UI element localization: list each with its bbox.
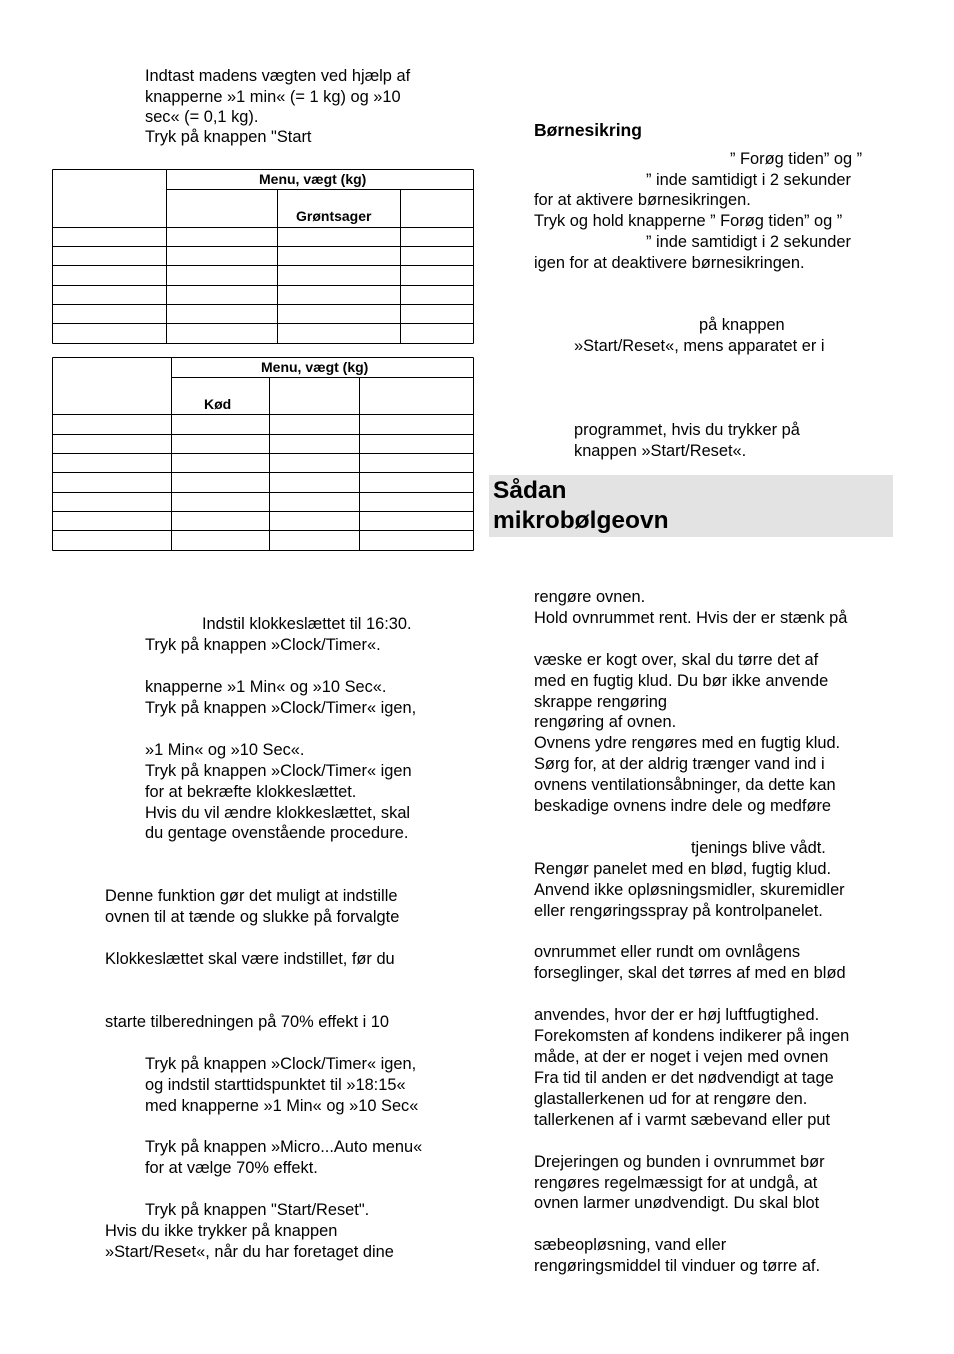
cleaning-line: skrappe rengøring — [534, 693, 668, 711]
cleaning-line: rengøringsmiddel til vinduer og tørre af. — [534, 1257, 821, 1275]
cleaning-line: måde, at der er noget i vejen med ovnen — [534, 1048, 829, 1066]
clock-line: Hvis du vil ændre klokkeslættet, skal — [145, 804, 411, 822]
child-lock-heading: Børnesikring — [534, 120, 642, 140]
child-lock-line: for at aktivere børnesikringen. — [534, 191, 751, 209]
cleaning-line: rengøres regelmæssigt for at undgå, at — [534, 1174, 818, 1192]
clock-line: Tryk på knappen »Clock/Timer« igen, — [145, 699, 417, 717]
table-meat-header: Menu, vægt (kg) — [261, 359, 369, 375]
cleaning-line: rengøre ovnen. — [534, 588, 646, 606]
child-lock-line: ” inde samtidigt i 2 sekunder — [646, 171, 851, 189]
cleaning-line: ovnrummet eller rundt om ovnlågens — [534, 943, 801, 961]
section-title-line: mikrobølgeovn — [493, 507, 669, 534]
table-vegetables-header: Menu, vægt (kg) — [259, 171, 367, 187]
child-lock-line: ” Forøg tiden” og ” — [730, 150, 863, 168]
stop-line: programmet, hvis du trykker på — [574, 421, 800, 439]
child-lock-line: Tryk og hold knapperne ” Forøg tiden” og ” — [534, 212, 843, 230]
cleaning-line: glastallerkenen ud for at rengøre den. — [534, 1090, 808, 1108]
step-line: og indstil starttidspunktet til »18:15« — [145, 1076, 406, 1094]
step-line: Tryk på knappen "Start/Reset". — [145, 1201, 370, 1219]
intro-line: knapperne »1 min« (= 1 kg) og »10 — [145, 88, 401, 106]
step-line: med knapperne »1 Min« og »10 Sec« — [145, 1097, 419, 1115]
cleaning-line: sæbeopløsning, vand eller — [534, 1236, 727, 1254]
step-line: »Start/Reset«, når du har foretaget dine — [105, 1243, 394, 1261]
cleaning-line: rengøring af ovnen. — [534, 713, 677, 731]
cleaning-line: væske er kogt over, skal du tørre det af — [534, 651, 819, 669]
step-line: Tryk på knappen »Micro...Auto menu« — [145, 1138, 423, 1156]
stop-line: på knappen — [699, 316, 785, 334]
timer-line: ovnen til at tænde og slukke på forvalgte — [105, 908, 400, 926]
table-meat-grid — [53, 358, 474, 551]
step-line: for at vælge 70% effekt. — [145, 1159, 318, 1177]
timer-line: Denne funktion gør det muligt at indstille — [105, 887, 398, 905]
intro-line: Tryk på knappen "Start — [145, 128, 312, 146]
cleaning-line: Ovnens ydre rengøres med en fugtig klud. — [534, 734, 841, 752]
cleaning-line: Hold ovnrummet rent. Hvis der er stænk på — [534, 609, 848, 627]
cleaning-line: anvendes, hvor der er høj luftfugtighed. — [534, 1006, 820, 1024]
cleaning-line: med en fugtig klud. Du bør ikke anvende — [534, 672, 829, 690]
timer-line: starte tilberedningen på 70% effekt i 10 — [105, 1013, 389, 1031]
clock-line: Tryk på knappen »Clock/Timer«. — [145, 636, 381, 654]
intro-line: Indtast madens vægten ved hjælp af — [145, 67, 411, 85]
intro-line: sec« (= 0,1 kg). — [145, 108, 259, 126]
section-title-line: Sådan — [493, 477, 567, 504]
cleaning-line: tallerkenen af i varmt sæbevand eller put — [534, 1111, 831, 1129]
stop-line: »Start/Reset«, mens apparatet er i — [574, 337, 825, 355]
cleaning-line: forseglinger, skal det tørres af med en blød — [534, 964, 846, 982]
cleaning-line: Fra tid til anden er det nødvendigt at tage — [534, 1069, 834, 1087]
clock-line: Tryk på knappen »Clock/Timer« igen — [145, 762, 412, 780]
clock-line: for at bekræfte klokkeslættet. — [145, 783, 357, 801]
cleaning-line: tjenings blive vådt. — [691, 839, 826, 857]
cleaning-line: Anvend ikke opløsningsmidler, skuremidler — [534, 881, 845, 899]
table-vegetables-subheader: Grøntsager — [296, 208, 372, 224]
clock-line: du gentage ovenstående procedure. — [145, 824, 409, 842]
step-line: Tryk på knappen »Clock/Timer« igen, — [145, 1055, 417, 1073]
cleaning-line: Drejeringen og bunden i ovnrummet bør — [534, 1153, 825, 1171]
timer-line: Klokkeslættet skal være indstillet, før du — [105, 950, 395, 968]
section-banner — [489, 475, 893, 537]
table-vegetables-grid — [53, 170, 474, 344]
cleaning-line: Rengør panelet med en blød, fugtig klud. — [534, 860, 832, 878]
cleaning-line: eller rengøringsspray på kontrolpanelet. — [534, 902, 823, 920]
cleaning-line: beskadige ovnens indre dele og medføre — [534, 797, 832, 815]
child-lock-line: ” inde samtidigt i 2 sekunder — [646, 233, 851, 251]
stop-line: knappen »Start/Reset«. — [574, 442, 747, 460]
step-line: Hvis du ikke trykker på knappen — [105, 1222, 338, 1240]
clock-line: »1 Min« og »10 Sec«. — [145, 741, 305, 759]
table-meat-subheader: Kød — [204, 396, 232, 412]
cleaning-line: ovnens ventilationsåbninger, da dette kan — [534, 776, 836, 794]
cleaning-line: Forekomsten af kondens indikerer på ingen — [534, 1027, 850, 1045]
cleaning-line: Sørg for, at der aldrig trænger vand ind i — [534, 755, 825, 773]
clock-line: Indstil klokkeslættet til 16:30. — [202, 615, 412, 633]
child-lock-line: igen for at deaktivere børnesikringen. — [534, 254, 805, 272]
cleaning-line: ovnen larmer unødvendigt. Du skal blot — [534, 1194, 820, 1212]
clock-line: knapperne »1 Min« og »10 Sec«. — [145, 678, 387, 696]
